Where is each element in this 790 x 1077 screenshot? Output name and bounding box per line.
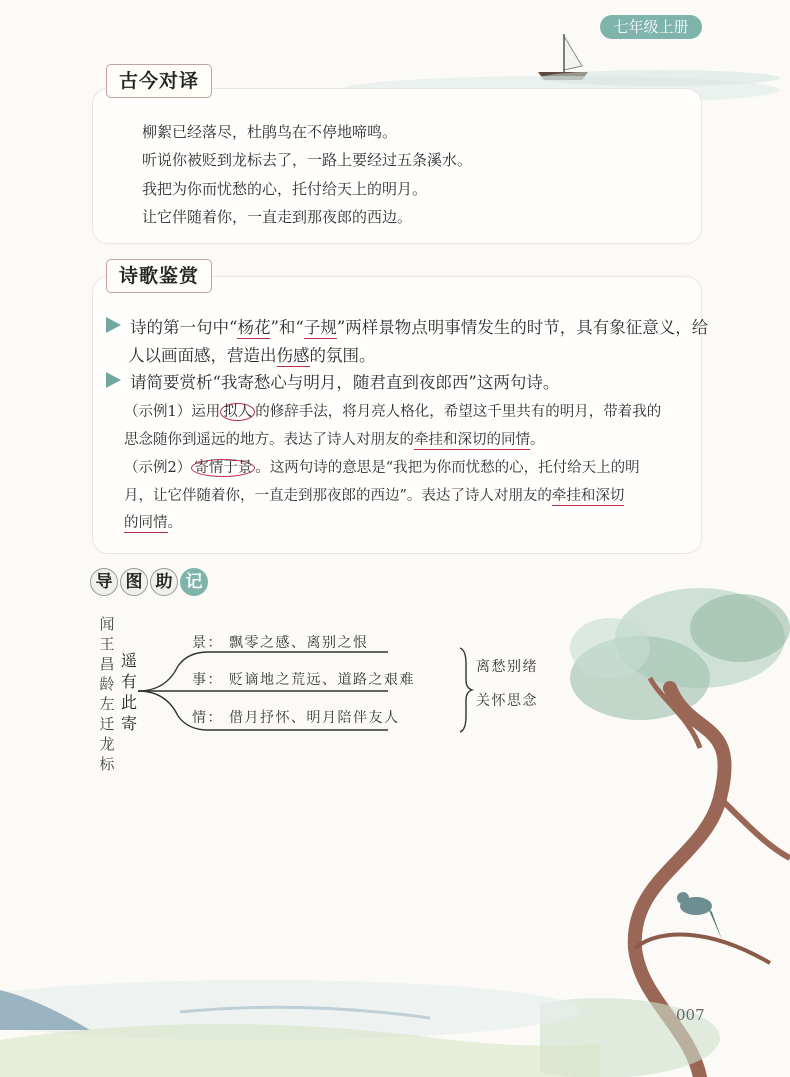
branch-event: 事： 贬谪地之荒远、道路之艰难 (192, 672, 415, 688)
keyword-qiangua-2: 牵挂和深切 (551, 488, 625, 504)
appreciation-tag: 诗歌鉴赏 (106, 259, 212, 293)
keyword-jiqingyujing: 寄情于景 (191, 459, 255, 477)
translation-line-2: 听说你被贬到龙标去了，一路上要经过五条溪水。 (142, 151, 473, 169)
example1-line-1: （示例1）运用 拟人 的修辞手法，将月亮人格化，希望这千里共有的明月，带着我的 (124, 404, 662, 420)
mindmap-title-char: 图 (120, 568, 148, 596)
landscape-illustration (0, 940, 790, 1077)
mindmap-title-char: 记 (180, 568, 208, 596)
branch-emotion: 情： 借月抒怀、明月陪伴友人 (192, 710, 400, 726)
example2-line-1: （示例2） 寄情于景 。这两句诗的意思是“我把为你而忧愁的心，托付给天上的明 (124, 460, 640, 476)
triangle-bullet-icon (106, 317, 121, 333)
branch-scene: 景： 飘零之感、离别之恨 (192, 635, 369, 651)
theme-farewell: 离愁别绪 (476, 659, 538, 675)
translation-line-1: 柳絮已经落尽，杜鹃鸟在不停地啼鸣。 (142, 123, 398, 141)
theme-care: 关怀思念 (476, 693, 538, 709)
keyword-qiangua: 牵挂和深切的同情 (414, 432, 530, 448)
keyword-nirren: 拟人 (220, 403, 255, 421)
grade-badge: 七年级上册 (600, 15, 702, 39)
mindmap-root: 遥有此寄 (120, 651, 137, 733)
keyword-zigui: 子规 (303, 318, 337, 337)
triangle-bullet-icon (106, 372, 121, 388)
mindmap-title-char: 导 (90, 568, 118, 596)
example2-line-2: 月，让它伴随着你，一直走到那夜郎的西边”。表达了诗人对朋友的牵挂和深切 (124, 488, 625, 504)
q1-line-1: 诗的第一句中“杨花”和“子规”两样景物点明事情发生的时节，具有象征意义，给 (130, 318, 709, 337)
example2-line-3: 的同情。 (124, 515, 182, 531)
example1-line-2: 思念随你到遥远的地方。表达了诗人对朋友的牵挂和深切的同情。 (124, 432, 545, 448)
mindmap-title-char: 助 (150, 568, 178, 596)
translation-line-4: 让它伴随着你，一直走到那夜郎的西边。 (142, 208, 413, 226)
page-number: 007 (676, 1006, 705, 1024)
keyword-shanggan: 伤感 (276, 346, 310, 365)
q2-prompt: 请简要赏析“我寄愁心与明月，随君直到夜郎西”这两句诗。 (130, 373, 560, 392)
q1-line-2: 人以画面感，营造出伤感的氛围。 (128, 346, 376, 365)
translation-line-3: 我把为你而忧愁的心，托付给天上的明月。 (142, 180, 428, 198)
keyword-tongqing: 的同情 (124, 515, 168, 531)
keyword-yanghua: 杨花 (237, 318, 271, 337)
mindmap-title (90, 568, 208, 596)
translation-tag: 古今对译 (106, 64, 212, 98)
poem-title-vertical: 闻王昌龄左迁龙标 (99, 615, 115, 773)
